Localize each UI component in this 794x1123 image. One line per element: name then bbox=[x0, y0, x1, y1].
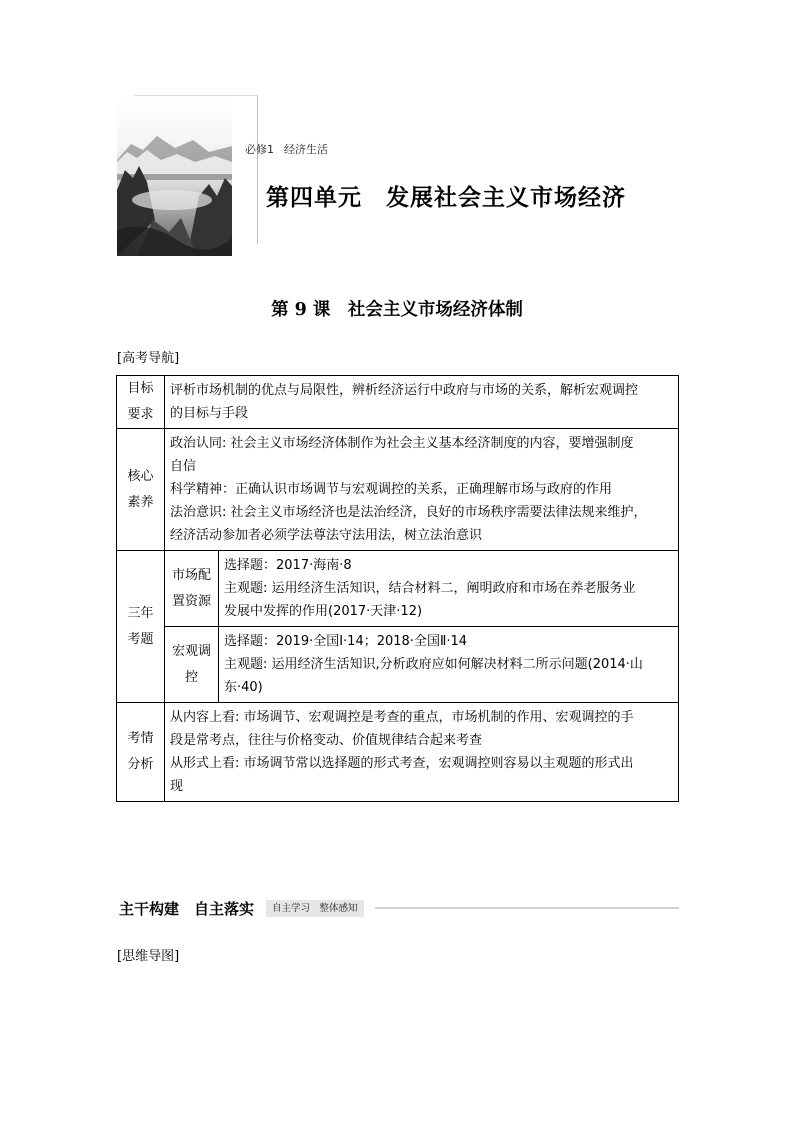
guide-label: [高考导航] bbox=[117, 351, 180, 366]
row-label-core: 核心 素养 bbox=[117, 429, 165, 551]
mindmap-label: [思维导图] bbox=[117, 949, 180, 964]
section-header bbox=[119, 898, 679, 918]
row-label-three-years: 三年 考题 bbox=[117, 551, 165, 703]
sub-label-macro: 宏观调 控 bbox=[165, 627, 219, 703]
section-rule bbox=[375, 907, 679, 909]
header-frame bbox=[134, 95, 258, 244]
module-number: 必修1 bbox=[245, 143, 274, 156]
row-content-market: 选择题：2017·海南·8 主观题: 运用经济生活知识，结合材料二，阐明政府和市场在养老服务业 发展中发挥的作用(2017·天津·12) bbox=[219, 551, 679, 627]
row-label-goal: 目标 要求 bbox=[117, 376, 165, 429]
row-content-analysis: 从内容上看: 市场调节、宏观调控是考查的重点，市场机制的作用、宏观调控的手 段是常考点，往往与价格变动、价值规律结合起来考查 从形式上看: 市场调节常以选择题的形式考查，宏观调控则容易以主观题的形式出 现 bbox=[165, 703, 679, 802]
row-content-core: 政治认同: 社会主义市场经济体制作为社会主义基本经济制度的内容，要增强制度 自信 科学精神：正确认识市场调节与宏观调控的关系，正确理解市场与政府的作用 法治意识: 社会主义市场经济也是法治经济，良好的市场秩序需要法律法规来维护， 经济活动参加者必须学法尊法守法用法，树立法治意识 bbox=[165, 429, 679, 551]
lesson-title: 第 9 课 社会主义市场经济体制 bbox=[271, 300, 523, 320]
table-row-analysis bbox=[117, 703, 679, 802]
sub-label-market: 市场配 置资源 bbox=[165, 551, 219, 627]
row-content-goal: 评析市场机制的优点与局限性，辨析经济运行中政府与市场的关系，解析宏观调控 的目标与手段 bbox=[165, 376, 679, 429]
row-label-analysis: 考情 分析 bbox=[117, 703, 165, 802]
section-title: 主干构建 自主落实 bbox=[119, 900, 255, 918]
module-label bbox=[245, 141, 328, 157]
table-row-three-years-macro bbox=[117, 627, 679, 703]
section-tag: 自主学习 整体感知 bbox=[266, 900, 364, 917]
row-content-macro: 选择题：2019·全国Ⅰ·14；2018·全国Ⅱ·14 主观题: 运用经济生活知识,分析政府应如何解决材料二所示问题(2014·山 东·40) bbox=[219, 627, 679, 703]
table-row-core bbox=[117, 429, 679, 551]
unit-title: 第四单元 发展社会主义市场经济 bbox=[266, 185, 626, 211]
table-row-goal bbox=[117, 376, 679, 429]
exam-guide-table bbox=[116, 375, 679, 802]
module-name: 经济生活 bbox=[284, 143, 328, 156]
table-row-three-years-market bbox=[117, 551, 679, 627]
